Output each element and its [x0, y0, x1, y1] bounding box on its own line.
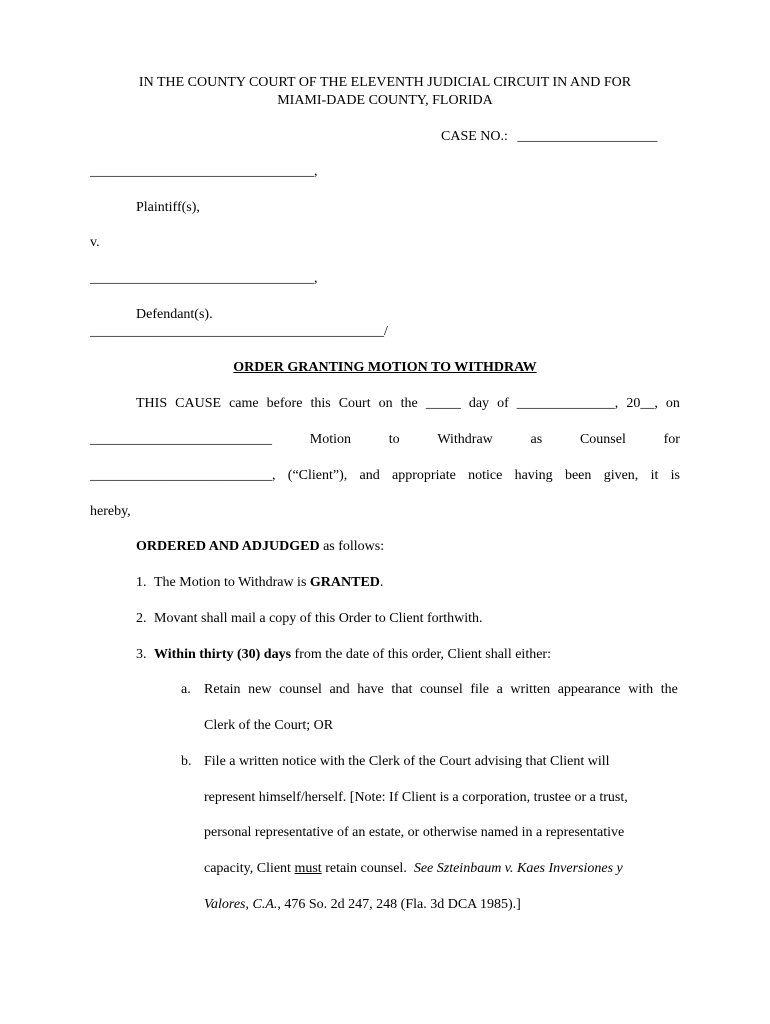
court-heading-line1: IN THE COUNTY COURT OF THE ELEVENTH JUDICIAL CIRCUIT IN AND FOR: [138, 75, 632, 90]
subitem-b-line-4-pre: capacity, Client: [204, 861, 295, 876]
intro-word: having: [514, 468, 553, 483]
subitem-b-line-1: File a written notice with the Clerk of the Court advising that Client will: [204, 754, 610, 769]
subitem-a-line-1-text-word: counsel: [279, 682, 322, 697]
subitem-b-line-5: [204, 897, 521, 914]
subitem-a-letter: a.: [181, 682, 191, 697]
item-1: [136, 575, 383, 592]
item-3-number: 3.: [136, 647, 147, 662]
intro-line-1-text-word: on: [378, 396, 393, 411]
case-citation-end: Valores, C.A.: [204, 897, 278, 912]
subitem-a-line-1-text-word: new: [248, 682, 272, 697]
subitem-a-line-2: Clerk of the Court; OR: [204, 718, 334, 733]
subitem-a-line-1-text-word: a: [496, 682, 503, 697]
item-2: [136, 611, 483, 628]
court-heading-line2: MIAMI-DADE COUNTY, FLORIDA: [277, 93, 493, 108]
intro-line-4: hereby,: [90, 504, 131, 519]
intro-line-1-text-word: this: [310, 396, 331, 411]
intro-line-1-text-word: 20__,: [626, 396, 658, 411]
intro-word: as: [530, 432, 543, 447]
intro-word: appropriate: [392, 468, 456, 483]
subitem-b-letter: b.: [181, 754, 192, 769]
subitem-a-line-1-text-word: have: [357, 682, 384, 697]
caption-closing-line: __________________________________________/: [90, 324, 388, 339]
item-1-granted: GRANTED: [309, 575, 380, 590]
order-title: ORDER GRANTING MOTION TO WITHDRAW: [233, 360, 537, 375]
subitem-a-line-1-text-word: Retain: [204, 682, 241, 697]
intro-line-1-text-word: the: [400, 396, 418, 411]
intro-line-1-text-word: came: [229, 396, 259, 411]
defendant-name-blank: ________________________________,: [90, 271, 318, 286]
subitem-b-line-4-mid: retain counsel.: [321, 861, 414, 876]
must-underlined: must: [294, 861, 322, 876]
intro-word: to: [388, 432, 400, 447]
intro-line-1-text-word: CAUSE: [175, 396, 222, 411]
intro-line-1-text-word: day: [468, 396, 490, 411]
item-3-text: from the date of this order, Client shall either:: [291, 647, 551, 662]
intro-line-2: [90, 432, 680, 449]
ordered-clause-rest: as follows:: [319, 539, 385, 554]
intro-word: notice: [468, 468, 503, 483]
intro-line-1-text-word: of: [497, 396, 509, 411]
intro-line-1-text-word: ______________,: [516, 396, 619, 411]
item-1-text: The Motion to Withdraw is: [154, 575, 310, 590]
intro-word: Motion: [309, 432, 351, 447]
item-2-number: 2.: [136, 611, 147, 626]
subitem-a-line-1-text-word: counsel: [419, 682, 463, 697]
item-3-deadline: Within thirty (30) days: [154, 647, 292, 662]
case-number-blank: ____________________: [517, 129, 658, 144]
subitem-a-line-1-text-word: written: [510, 682, 551, 697]
intro-line-1-text-word: _____: [425, 396, 461, 411]
subitem-a-line-1-text-word: file: [470, 682, 489, 697]
intro-line-1-text-word: on: [665, 396, 680, 411]
case-citation-start: See Szteinbaum v. Kaes Inversiones y: [413, 861, 623, 876]
citation-reporter: , 476 So. 2d 247, 248 (Fla. 3d DCA 1985).]: [277, 897, 521, 912]
intro-word: Counsel: [579, 432, 626, 447]
intro-word: Withdraw: [437, 432, 493, 447]
item-2-text: Movant shall mail a copy of this Order to Client forthwith.: [154, 611, 483, 626]
item-1-period: .: [379, 575, 384, 590]
client-name-blank: __________________________,: [90, 468, 276, 483]
intro-word: (“Client”),: [287, 468, 348, 483]
intro-line-1: [136, 396, 680, 413]
subitem-b-line-2: represent himself/herself. [Note: If Client is a corporation, trustee or a trust,: [204, 790, 628, 805]
case-number: [441, 129, 657, 146]
item-3: [136, 647, 551, 664]
intro-word: it: [650, 468, 659, 483]
subitem-a-line-1-text-word: the: [660, 682, 678, 697]
intro-word: is: [670, 468, 680, 483]
intro-line-3: [90, 468, 680, 485]
intro-line-1-text-word: Court: [338, 396, 371, 411]
intro-word: and: [359, 468, 380, 483]
movant-name-blank: __________________________: [90, 432, 272, 447]
item-1-number: 1.: [136, 575, 147, 590]
subitem-a-line-1-text-word: appearance: [557, 682, 621, 697]
intro-word: been: [564, 468, 592, 483]
subitem-a-line-1-text-word: that: [391, 682, 413, 697]
plaintiff-name-blank: ________________________________,: [90, 164, 318, 179]
subitem-a-line-1-text-word: and: [329, 682, 350, 697]
ordered-clause-bold: ORDERED AND ADJUDGED: [136, 539, 320, 554]
subitem-b-line-4: [204, 861, 623, 878]
intro-line-1-text-word: before: [266, 396, 303, 411]
defendant-label: Defendant(s).: [136, 307, 213, 322]
intro-word: given,: [603, 468, 639, 483]
intro-line-1-text-word: THIS: [136, 396, 168, 411]
case-number-label: CASE NO.:: [441, 129, 508, 144]
intro-word: for: [663, 432, 680, 447]
subitem-b-line-3: personal representative of an estate, or otherwise named in a representative: [204, 825, 625, 840]
subitem-a-line-1: [204, 682, 678, 699]
plaintiff-label: Plaintiff(s),: [136, 200, 200, 215]
ordered-clause: [136, 539, 384, 556]
versus: v.: [90, 235, 100, 250]
subitem-a-line-1-text-word: with: [628, 682, 654, 697]
